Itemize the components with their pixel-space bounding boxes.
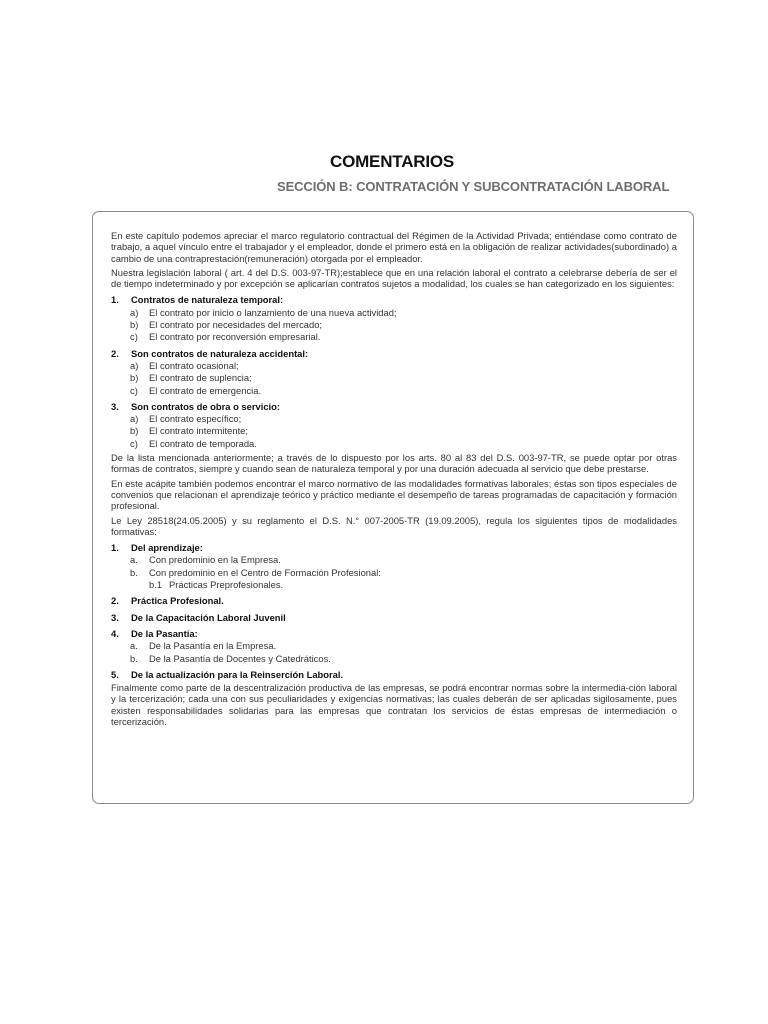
paragraph: En este acápite también podemos encontrar el marco normativo de las modalidades formativas laborales; éstas son tipos especiales de convenios que relacionan el aprendizaje teórico y práctico mediante el desempeño de tareas programadas de capacitación y formación profesional. <box>111 477 677 512</box>
list-subitem: c) El contrato de emergencia. <box>130 384 262 396</box>
list-subitem: a. De la Pasantía en la Empresa. <box>130 640 277 652</box>
list-item: 1. Del aprendizaje: <box>111 542 203 554</box>
list-subitem: a) El contrato específico; <box>130 413 242 425</box>
list-subitem: b.1 Prácticas Preprofesionales. <box>149 579 284 591</box>
page-title: COMENTARIOS <box>330 152 455 171</box>
paragraph: Le Ley 28518(24.05.2005) y su reglamento el D.S. N.° 007-2005-TR (19.09.2005), regula los siguientes tipos de modalidades formativas: <box>111 514 677 537</box>
list-item: 4. De la Pasantía: <box>111 627 198 639</box>
paragraph: Nuestra legislación laboral ( art. 4 del D.S. 003-97-TR);establece que en una relación laboral el contrato a celebrarse debería de ser el de tiempo indeterminado y por excepción se aplicarían contratos sujetos a modalidad, los cuales se han categorizado en los siguientes: <box>111 266 677 290</box>
list-subitem: c) El contrato por reconversión empresarial. <box>130 331 321 343</box>
list-item: 5. De la actualización para la Reinserción Laboral. <box>111 668 344 680</box>
list-subitem: a) El contrato ocasional; <box>130 359 239 371</box>
commentary-box <box>92 211 694 804</box>
list-subitem: b. Con predominio en el Centro de Formación Profesional: <box>130 566 381 578</box>
section-subtitle: SECCIÓN B: CONTRATACIÓN Y SUBCONTRATACIÓN LABORAL <box>277 179 670 194</box>
list-item: 3. De la Capacitación Laboral Juvenil <box>111 611 286 623</box>
list-subitem: b) El contrato intermitente; <box>130 425 249 437</box>
list-subitem: b) El contrato por necesidades del mercado; <box>130 319 323 331</box>
paragraph: En este capítulo podemos apreciar el marco regulatorio contractual del Régimen de la Actividad Privada; entiéndase como contrato de trabajo, a aquel vínculo entre el trabajador y el empleador, donde el primero está en la obligación de realizar actividades(subordinado) a cambio de una contraprestación(remuneración) otorgada por el empleador. <box>111 230 677 264</box>
list-item: 3. Son contratos de obra o servicio: <box>111 400 280 412</box>
paragraph: Finalmente como parte de la descentralización productiva de las empresas, se podrá encontrar normas sobre la intermedia-ción laboral y la tercerización; cada una con sus peculiaridades y exigencias normativas; las cuales deberán de ser aplicadas sigilosamente, pues existen responsabilidades solidarias para las empresas que contratan los servicios de éstas empresas de intermediación o tercerización. <box>111 682 677 727</box>
list-item: 2. Práctica Profesional. <box>111 595 224 607</box>
list-item: 2. Son contratos de naturaleza accidental: <box>111 347 309 359</box>
list-subitem: c) El contrato de temporada. <box>130 437 257 449</box>
list-subitem: b. De la Pasantía de Docentes y Catedráticos. <box>130 652 331 664</box>
list-subitem: a. Con predominio en la Empresa. <box>130 554 281 566</box>
list-item: 1. Contratos de naturaleza temporal: <box>111 294 284 306</box>
paragraph: De la lista mencionada anteriormente; a través de lo dispuesto por los arts. 80 al 83 del D.S. 003-97-TR, se puede optar por otras formas de contratos, siempre y cuando sean de naturaleza temporal y por una duración adecuada al servicio que debe prestarse. <box>111 452 677 475</box>
list-subitem: a) El contrato por inicio o lanzamiento de una nueva actividad; <box>130 306 397 318</box>
list-subitem: b) El contrato de suplencia; <box>130 372 252 384</box>
